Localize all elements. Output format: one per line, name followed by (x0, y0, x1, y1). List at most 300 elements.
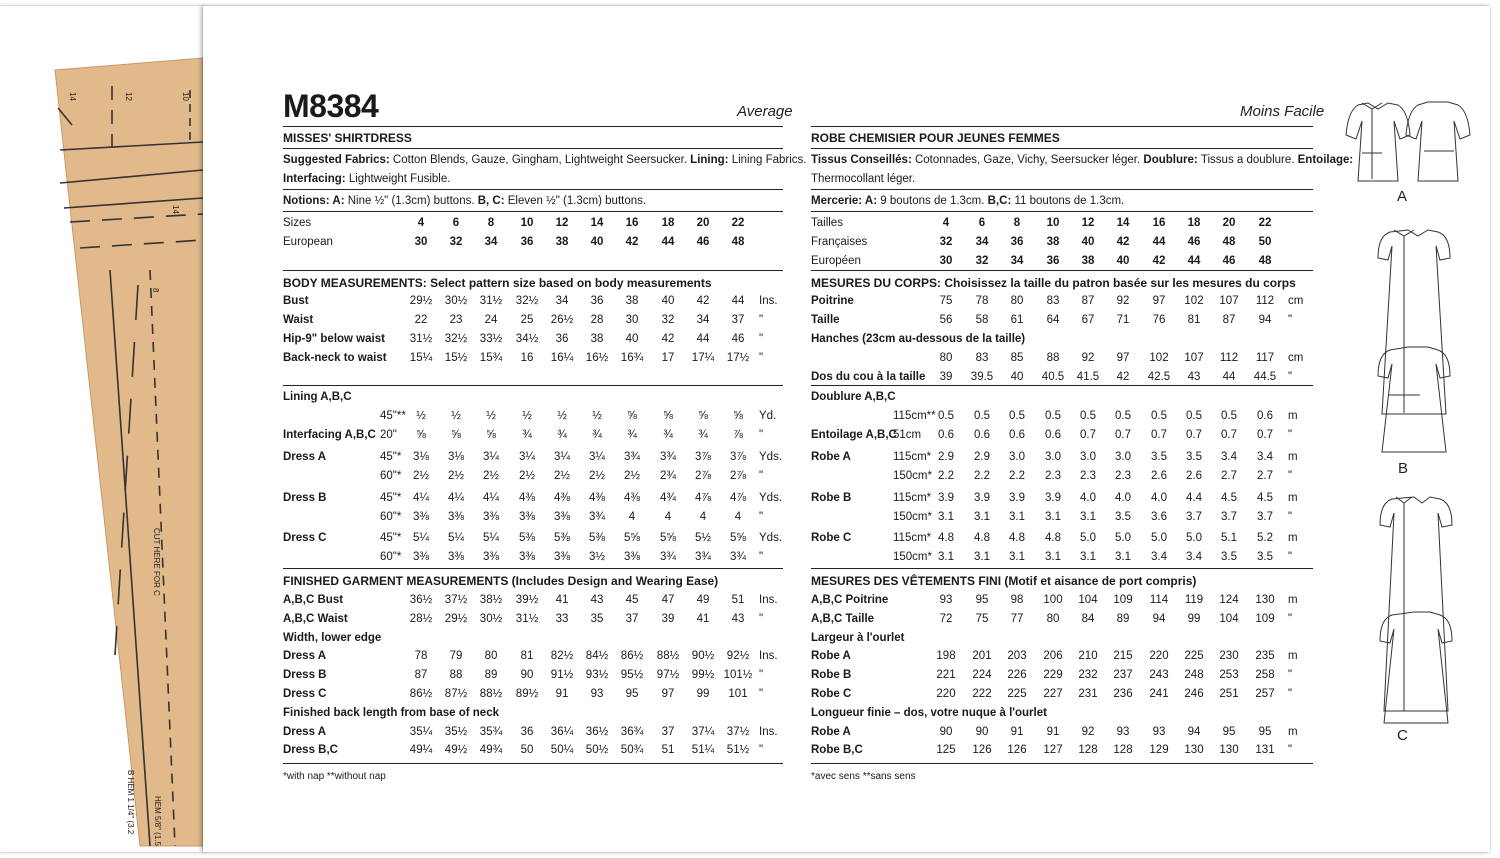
finished-cell: 35½ (444, 725, 468, 738)
yardage-cell: 0.5 (1045, 410, 1061, 422)
measurement-cell: 112 (1219, 352, 1239, 364)
yardage-cell: 3.1 (938, 511, 954, 523)
yardage-cell: 3.1 (1045, 551, 1061, 563)
body-measurements-header: BODY MEASUREMENTS: Select pattern size based on body measurements (283, 276, 712, 290)
unit-label: " (759, 612, 764, 625)
finished-cell: 94 (1152, 612, 1166, 625)
yardage-cell: 3.4 (1221, 451, 1237, 463)
unit-label: Ins. (759, 594, 778, 606)
finished-cell: 226 (1007, 669, 1027, 682)
yardage-cell: 0.6 (1009, 429, 1025, 441)
yardage-cell: ½ (557, 410, 567, 422)
measurement-cell: 85 (1010, 352, 1024, 364)
yardage-cell: ⅞ (733, 429, 743, 441)
measurement-cell: 32½ (515, 295, 539, 307)
yardage-cell: 5⅜ (519, 532, 535, 544)
size-cell: 20 (696, 217, 710, 229)
size-cell: 20 (1222, 217, 1236, 229)
sketch-view-c-back (1380, 612, 1452, 723)
finished-cell: 128 (1113, 744, 1133, 757)
finished-cell: 39½ (515, 594, 539, 606)
measurement-cell: 92 (1081, 352, 1095, 364)
finished-cell: 41 (555, 594, 569, 606)
yardage-cell: 4.0 (1151, 492, 1167, 504)
yardage-cell: 4.0 (1080, 492, 1096, 504)
yardage-cell: 3.9 (974, 492, 990, 504)
finished-cell: 230 (1219, 650, 1239, 663)
yardage-row-label: Lining A,B,C (283, 391, 352, 403)
text-segment: 9 boutons de 1.3cm. (880, 195, 988, 207)
unit-label: " (1288, 429, 1293, 441)
unit-label: Yds. (759, 492, 783, 504)
measurement-cell: 38 (590, 333, 604, 345)
yardage-row-label: Doublure A,B,C (811, 391, 896, 403)
yardage-cell: 2.2 (974, 470, 990, 482)
yardage-cell: 5¼ (483, 532, 499, 544)
finished-cell: 99 (1187, 612, 1201, 625)
finished-cell: 220 (936, 688, 956, 700)
finished-cell: 91 (1010, 725, 1024, 738)
finished-cell: 36¾ (620, 725, 644, 738)
yardage-cell: 2½ (483, 470, 499, 482)
yardage-cell: 0.7 (1257, 429, 1273, 441)
measurement-cell: 112 (1255, 295, 1275, 307)
fabric-width: 45"* (380, 451, 402, 463)
yardage-cell: 3⅞ (695, 451, 711, 463)
fabric-width: 150cm* (893, 470, 932, 482)
yardage-cell: 3.5 (1186, 451, 1202, 463)
measurement-cell: 42 (661, 333, 675, 345)
yardage-cell: 3.1 (1115, 551, 1131, 563)
yardage-cell: 3.1 (1009, 511, 1025, 523)
unit-label: " (759, 470, 764, 482)
divider-line (283, 568, 783, 569)
size-cell: 12 (1081, 217, 1095, 229)
yardage-row-label: Robe C (811, 532, 852, 544)
finished-row-label: Width, lower edge (283, 631, 382, 644)
size-cell: 30 (414, 236, 428, 248)
yardage-cell: 3¾ (624, 451, 640, 463)
finished-cell: 49 (696, 594, 710, 606)
measurement-cell: 16 (520, 352, 534, 364)
tissue-size-label: 8 (151, 288, 160, 293)
size-cell: 40 (1116, 255, 1130, 267)
unit-label: Yds. (759, 451, 783, 463)
yardage-cell: 3.1 (1080, 511, 1096, 523)
finished-cell: 95 (975, 594, 989, 606)
yardage-cell: 3.0 (1115, 451, 1131, 463)
yardage-cell: 4.8 (1045, 532, 1061, 544)
finished-cell: 119 (1184, 594, 1204, 606)
yardage-cell: 0.5 (1151, 410, 1167, 422)
size-cell: 42 (1152, 255, 1166, 267)
yardage-cell: 3¼ (554, 451, 570, 463)
notions-fr (811, 194, 1124, 208)
finished-cell: 87 (414, 669, 428, 682)
measurement-cell: 15¾ (479, 352, 503, 364)
text-segment: Mercerie: A: (811, 195, 881, 207)
finished-cell: 75 (975, 612, 989, 625)
finished-cell: 86½ (409, 688, 433, 700)
finished-measurements-header: FINISHED GARMENT MEASUREMENTS (Includes Design and Wearing Ease) (283, 574, 719, 588)
yardage-cell: 3.1 (974, 511, 990, 523)
measurement-cell: 22 (414, 314, 428, 326)
size-cell: 32 (939, 236, 953, 248)
difficulty-fr: Moins Facile (1240, 103, 1325, 120)
yardage-cell: 5½ (695, 532, 711, 544)
measurement-cell: 17 (661, 352, 675, 364)
size-row-label: Sizes (283, 217, 312, 229)
yardage-cell: 3¾ (695, 551, 711, 563)
finished-cell: 93 (590, 688, 604, 700)
finished-cell: 45 (625, 594, 639, 606)
unit-label: cm (1288, 352, 1304, 364)
garment-sketches (1340, 95, 1490, 755)
finished-cell: 80 (484, 650, 498, 663)
yardage-cell: 0.7 (1080, 429, 1096, 441)
finished-cell: 91½ (550, 669, 574, 682)
size-cell: 32 (975, 255, 989, 267)
finished-cell: 79 (449, 650, 463, 663)
yardage-cell: 3.7 (1257, 511, 1273, 523)
finished-cell: 50¼ (550, 744, 574, 757)
finished-cell: 229 (1043, 669, 1063, 682)
yardage-cell: ⅝ (451, 429, 461, 441)
finished-cell: 50½ (585, 744, 609, 757)
measurement-cell: 78 (975, 295, 989, 307)
size-cell: 8 (1013, 217, 1021, 229)
yardage-cell: 2⅞ (730, 470, 746, 482)
size-cell: 18 (1187, 217, 1201, 229)
finished-cell: 129 (1149, 744, 1169, 757)
finished-cell: 246 (1184, 688, 1204, 700)
text-segment: Tissus a doublure. (1200, 154, 1298, 166)
finished-row-label: A,B,C Taille (811, 612, 875, 625)
yardage-cell: 2¾ (660, 470, 676, 482)
yardage-cell: 5¼ (448, 532, 464, 544)
finished-cell: 51 (661, 744, 675, 757)
yardage-cell: 3¾ (730, 551, 746, 563)
yardage-cell: 2.9 (974, 451, 990, 463)
yardage-cell: 0.7 (1151, 429, 1167, 441)
title-rule (811, 126, 1313, 127)
measurement-cell: 16¼ (550, 352, 574, 364)
finished-cell: 109 (1113, 594, 1133, 606)
yardage-cell: ½ (451, 410, 461, 422)
finished-cell: 88½ (479, 688, 503, 700)
finished-cell: 130 (1255, 594, 1275, 606)
yardage-cell: 3¼ (519, 451, 535, 463)
unit-label: " (1288, 511, 1293, 523)
yardage-cell: 3⅜ (483, 551, 499, 563)
finished-cell: 87½ (444, 688, 468, 700)
size-row-label: Européen (811, 255, 861, 267)
size-cell: 18 (661, 217, 675, 229)
text-segment: Lining: (690, 154, 732, 166)
size-row-label: Tailles (811, 217, 843, 229)
measurement-cell: 32 (661, 314, 675, 326)
yardage-cell: 3.4 (1186, 551, 1202, 563)
yardage-cell: 3⅜ (554, 511, 570, 523)
finished-cell: 77 (1010, 612, 1024, 625)
yardage-cell: 2½ (413, 470, 429, 482)
finished-cell: 243 (1149, 669, 1169, 682)
yardage-cell: 3.1 (1009, 551, 1025, 563)
finished-cell: 90 (939, 725, 953, 738)
yardage-cell: 3.1 (974, 551, 990, 563)
body-row-label: Taille (811, 314, 840, 326)
text-segment: B, C: (477, 195, 508, 207)
yardage-cell: 0.5 (1221, 410, 1237, 422)
finished-cell: 29½ (444, 612, 468, 625)
finished-cell: 35¾ (479, 725, 503, 738)
finished-cell: 104 (1219, 612, 1239, 625)
yardage-cell: 3⅜ (519, 551, 535, 563)
yardage-cell: 3.5 (1257, 551, 1273, 563)
unit-label: m (1288, 594, 1298, 606)
yardage-cell: 4.8 (1009, 532, 1025, 544)
yardage-cell: 4⅜ (519, 492, 535, 504)
divider-line (283, 270, 783, 271)
section-title-fr: ROBE CHEMISIER POUR JEUNES FEMMES (811, 131, 1060, 145)
measurement-cell: 32½ (444, 333, 468, 345)
measurement-cell: 87 (1222, 314, 1236, 326)
measurement-cell: 34½ (515, 333, 539, 345)
body-row-label: Back-neck to waist (283, 352, 387, 364)
size-cell: 48 (1258, 255, 1272, 267)
interfacing-en (283, 172, 450, 186)
yardage-cell: 0.6 (1257, 410, 1273, 422)
finished-cell: 91 (1046, 725, 1060, 738)
finished-cell: 37¼ (691, 725, 715, 738)
measurement-cell: 29½ (409, 295, 433, 307)
yardage-row-label: Dress B (283, 492, 327, 504)
measurement-cell: 83 (975, 352, 989, 364)
yardage-cell: 3⅜ (483, 511, 499, 523)
finished-cell: 38½ (479, 594, 503, 606)
unit-label: " (1288, 470, 1293, 482)
tissue-size-label: 10 (181, 92, 190, 101)
yardage-row-label: Dress A (283, 451, 327, 463)
measurement-cell: 92 (1116, 295, 1130, 307)
yardage-cell: 4.8 (974, 532, 990, 544)
yardage-cell: 2.2 (1009, 470, 1025, 482)
finished-cell: 90½ (691, 650, 715, 663)
yardage-cell: 3⅜ (448, 511, 464, 523)
yardage-cell: 0.7 (1221, 429, 1237, 441)
measurement-cell: 71 (1116, 314, 1130, 326)
measurement-cell: 42.5 (1147, 371, 1171, 383)
yardage-cell: 3.9 (938, 492, 954, 504)
yardage-cell: 5.0 (1080, 532, 1096, 544)
measurement-cell: 75 (939, 295, 953, 307)
finished-cell: 89½ (515, 688, 539, 700)
yardage-cell: 0.5 (938, 410, 954, 422)
size-cell: 16 (1152, 217, 1166, 229)
yardage-cell: 0.6 (938, 429, 954, 441)
measurement-cell: 46 (731, 333, 745, 345)
divider-line (811, 385, 1313, 386)
yardage-cell: 2.2 (938, 470, 954, 482)
measurement-cell: 36 (555, 333, 569, 345)
tissue-size-label: 12 (124, 92, 133, 101)
yardage-cell: 3¼ (483, 451, 499, 463)
finished-cell: 94 (1187, 725, 1201, 738)
unit-label: Yds. (759, 532, 783, 544)
size-cell: 36 (1046, 255, 1060, 267)
yardage-cell: ⅝ (486, 429, 496, 441)
measurement-cell: 40.5 (1041, 371, 1065, 383)
tissue-size-label: 14 (171, 205, 180, 214)
size-cell: 10 (1046, 217, 1060, 229)
yardage-cell: ⅝ (733, 410, 743, 422)
yardage-cell: 2½ (519, 470, 535, 482)
measurement-cell: 102 (1184, 295, 1204, 307)
measurement-cell: 67 (1081, 314, 1095, 326)
measurement-cell: 30½ (444, 295, 468, 307)
finished-cell: 124 (1219, 594, 1239, 606)
size-cell: 34 (484, 236, 498, 248)
yardage-cell: 4.4 (1186, 492, 1202, 504)
measurement-cell: 25 (520, 314, 534, 326)
finished-row-label: Finished back length from base of neck (283, 706, 499, 719)
text-segment: Nine ½" (1.3cm) buttons. (347, 195, 478, 207)
sketch-view-b-back (1378, 347, 1450, 452)
finished-cell: 258 (1255, 669, 1275, 682)
size-cell: 30 (939, 255, 953, 267)
finished-cell: 35 (590, 612, 604, 625)
unit-label: " (759, 429, 764, 441)
tissue-hem-label: B HEM 1 1/4" (3.2 (126, 770, 135, 835)
size-cell: 40 (590, 236, 604, 248)
fabric-width: 60"* (380, 551, 402, 563)
finished-cell: 37 (661, 725, 675, 738)
tissue-cut-label: CUT HERE FOR C (152, 528, 161, 596)
finished-row-label: Dress B (283, 669, 327, 682)
yardage-cell: 3.1 (1045, 511, 1061, 523)
yardage-cell: 3¼ (589, 451, 605, 463)
finished-cell: 49¼ (409, 744, 433, 757)
finished-cell: 225 (1184, 650, 1204, 663)
yardage-cell: 0.6 (974, 429, 990, 441)
divider-line (283, 148, 783, 149)
yardage-cell: 4¼ (483, 492, 499, 504)
size-cell: 36 (1010, 236, 1024, 248)
body-row-label: Hip-9" below waist (283, 333, 385, 345)
unit-label: " (759, 333, 764, 345)
size-cell: 6 (978, 217, 986, 229)
measurement-cell: 102 (1149, 352, 1169, 364)
divider-line (283, 385, 783, 386)
finished-cell: 88 (449, 669, 463, 682)
finished-cell: 241 (1149, 688, 1169, 700)
measurement-cell: 107 (1219, 295, 1239, 307)
finished-cell: 235 (1255, 650, 1275, 663)
measurement-cell: 64 (1046, 314, 1060, 326)
finished-cell: 80 (1046, 612, 1060, 625)
yardage-cell: 3.5 (1221, 551, 1237, 563)
finished-row-label: Robe B,C (811, 744, 863, 757)
unit-label: " (759, 511, 764, 523)
yardage-cell: 0.5 (1009, 410, 1025, 422)
finished-cell: 31½ (515, 612, 539, 625)
measurement-cell: 117 (1255, 352, 1275, 364)
unit-label: Ins. (759, 725, 778, 738)
size-cell: 50 (1258, 236, 1272, 248)
yardage-cell: 3⅛ (413, 451, 429, 463)
body-row-label: Bust (283, 295, 309, 307)
yardage-cell: 2½ (624, 470, 640, 482)
suggested-fabrics-en (283, 153, 806, 167)
finished-cell: 36¼ (550, 725, 574, 738)
finished-cell: 126 (972, 744, 992, 757)
finished-cell: 130 (1219, 744, 1239, 757)
yardage-cell: 0.6 (1045, 429, 1061, 441)
measurement-cell: 38 (625, 295, 639, 307)
size-cell: 38 (1081, 255, 1095, 267)
finished-cell: 93 (939, 594, 953, 606)
unit-label: Yd. (759, 410, 777, 422)
divider-line (811, 211, 1313, 212)
size-cell: 4 (942, 217, 950, 229)
finished-cell: 41 (696, 612, 710, 625)
unit-label: m (1288, 532, 1298, 544)
finished-cell: 36½ (409, 594, 433, 606)
sketch-view-c-front (1380, 497, 1452, 711)
yardage-cell: 3.4 (1151, 551, 1167, 563)
yardage-cell: 5.0 (1115, 532, 1131, 544)
size-cell: 36 (520, 236, 534, 248)
yardage-row-label: Robe A (811, 451, 851, 463)
unit-label: Ins. (759, 295, 778, 307)
text-segment: Notions: A: (283, 195, 348, 207)
yardage-cell: 4¾ (660, 492, 676, 504)
finished-cell: 43 (590, 594, 604, 606)
finished-cell: 88½ (656, 650, 680, 663)
finished-cell: 236 (1113, 688, 1133, 700)
yardage-cell: 3¾ (660, 451, 676, 463)
finished-row-label: Dress A (283, 650, 327, 663)
measurement-cell: 43 (1187, 371, 1201, 383)
finished-cell: 35¼ (409, 725, 433, 738)
yardage-cell: ½ (592, 410, 602, 422)
measurement-cell: 15¼ (409, 352, 433, 364)
finished-cell: 51½ (726, 744, 750, 757)
unit-label: " (1288, 669, 1293, 682)
yardage-cell: ½ (522, 410, 532, 422)
text-segment: B,C: (987, 195, 1015, 207)
measurement-cell: 39.5 (970, 371, 994, 383)
measurement-cell: 41.5 (1076, 371, 1100, 383)
finished-cell: 95½ (620, 669, 644, 682)
body-measurements-header: MESURES DU CORPS: Choisissez la taille du patron basée sur les mesures du corps (811, 276, 1296, 290)
yardage-cell: 2½ (554, 470, 570, 482)
finished-cell: 95 (625, 688, 639, 700)
finished-row-label: A,B,C Waist (283, 612, 348, 625)
text-segment: Cotton Blends, Gauze, Gingham, Lightweight Seersucker. (392, 154, 691, 166)
yardage-cell: ½ (416, 410, 426, 422)
size-cell: 48 (731, 236, 745, 248)
text-segment: Thermocollant léger. (811, 173, 916, 185)
finished-cell: 81 (520, 650, 534, 663)
yardage-cell: 3⅜ (413, 551, 429, 563)
size-cell: 44 (661, 236, 675, 248)
finished-row-label: Longueur finie – dos, votre nuque à l'ourlet (811, 706, 1047, 719)
section-title-en: MISSES' SHIRTDRESS (283, 131, 412, 145)
finished-cell: 198 (936, 650, 956, 663)
yardage-cell: 5⅝ (730, 532, 746, 544)
yardage-cell: ¾ (557, 429, 567, 441)
